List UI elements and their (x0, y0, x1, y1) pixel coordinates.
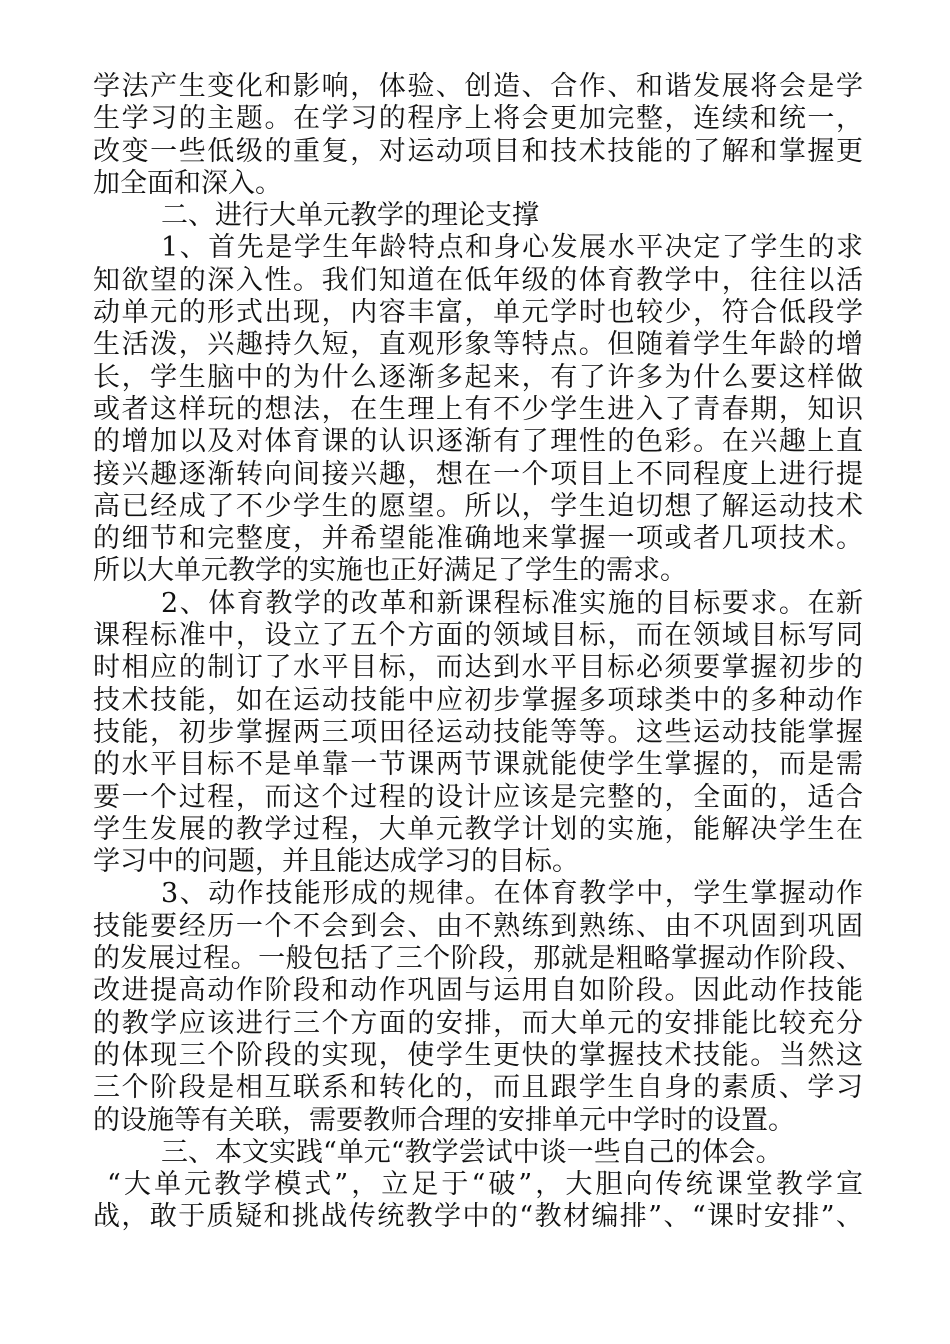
paragraph-1 (93, 232, 863, 587)
document-page (93, 71, 863, 1234)
text-line: 的水平目标不是单靠一节课两节课就能使学生掌握的，而是需 (93, 749, 863, 781)
text-line: 改进提高动作阶段和动作巩固与运用自如阶段。因此动作技能 (93, 975, 863, 1007)
text-line: 改变一些低级的重复，对运动项目和技术技能的了解和掌握更 (93, 135, 863, 167)
text-line: 技能要经历一个不会到会、由不熟练到熟练、由不巩固到巩固 (93, 910, 863, 942)
text-line: 的体现三个阶段的实现，使学生更快的掌握技术技能。当然这 (93, 1039, 863, 1071)
text-line: 长，学生脑中的为什么逐渐多起来，有了许多为什么要这样做 (93, 361, 863, 393)
text-line: 所以大单元教学的实施也正好满足了学生的需求。 (93, 555, 687, 587)
text-line: 知欲望的深入性。我们知道在低年级的体育教学中，往往以活 (93, 264, 863, 296)
text-line: 的发展过程。一般包括了三个阶段，那就是粗略掌握动作阶段、 (93, 943, 863, 975)
section-heading-3: 三、本文实践“单元“教学尝试中谈一些自己的体会。 (161, 1136, 783, 1168)
section-heading-2: 二、进行大单元教学的理论支撑 (161, 200, 539, 232)
paragraph-4 (93, 1169, 863, 1234)
text-line: 技能，初步掌握两三项田径运动技能等等。这些运动技能掌握 (93, 716, 863, 748)
text-line: 三个阶段是相互联系和转化的，而且跟学生自身的素质、学习 (93, 1072, 863, 1104)
text-line: “大单元教学模式”，立足于“破”，大胆向传统课堂教学宣 (107, 1169, 863, 1201)
text-line: 或者这样玩的想法，在生理上有不少学生进入了青春期，知识 (93, 393, 863, 425)
text-line: 学生发展的教学过程，大单元教学计划的实施，能解决学生在 (93, 813, 863, 845)
text-line: 的增加以及对体育课的认识逐渐有了理性的色彩。在兴趣上直 (93, 426, 863, 458)
text-line: 接兴趣逐渐转向间接兴趣，想在一个项目上不同程度上进行提 (93, 458, 863, 490)
text-line: 技术技能，如在运动技能中应初步掌握多项球类中的多种动作 (93, 684, 863, 716)
paragraph-2 (93, 588, 863, 879)
text-line: 学习中的问题，并且能达成学习的目标。 (93, 846, 579, 878)
text-line: 3、动作技能形成的规律。在体育教学中，学生掌握动作 (161, 878, 863, 910)
text-line: 动单元的形式出现，内容丰富，单元学时也较少，符合低段学 (93, 297, 863, 329)
text-line: 要一个过程，而这个过程的设计应该是完整的，全面的，适合 (93, 781, 863, 813)
text-line: 高已经成了不少学生的愿望。所以，学生迫切想了解运动技术 (93, 490, 863, 522)
text-line: 的教学应该进行三个方面的安排，而大单元的安排能比较充分 (93, 1007, 863, 1039)
paragraph-intro (93, 71, 863, 200)
text-line: 学法产生变化和影响，体验、创造、合作、和谐发展将会是学 (93, 71, 863, 102)
paragraph-3 (93, 878, 863, 1136)
text-line: 的细节和完整度，并希望能准确地来掌握一项或者几项技术。 (93, 523, 863, 555)
text-line: 2、体育教学的改革和新课程标准实施的目标要求。在新 (161, 587, 863, 619)
text-line: 的设施等有关联，需要教师合理的安排单元中学时的设置。 (93, 1104, 795, 1136)
text-line: 课程标准中，设立了五个方面的领域目标，而在领域目标写同 (93, 620, 863, 652)
text-line: 1、首先是学生年龄特点和身心发展水平决定了学生的求 (161, 232, 863, 264)
text-line: 战，敢于质疑和挑战传统教学中的“教材编排”、“课时安排”、 (93, 1201, 863, 1233)
text-line: 生活泼，兴趣持久短，直观形象等特点。但随着学生年龄的增 (93, 329, 863, 361)
text-line: 时相应的制订了水平目标，而达到水平目标必须要掌握初步的 (93, 652, 863, 684)
text-line: 生学习的主题。在学习的程序上将会更加完整，连续和统一， (93, 103, 863, 135)
text-line: 加全面和深入。 (93, 167, 282, 199)
